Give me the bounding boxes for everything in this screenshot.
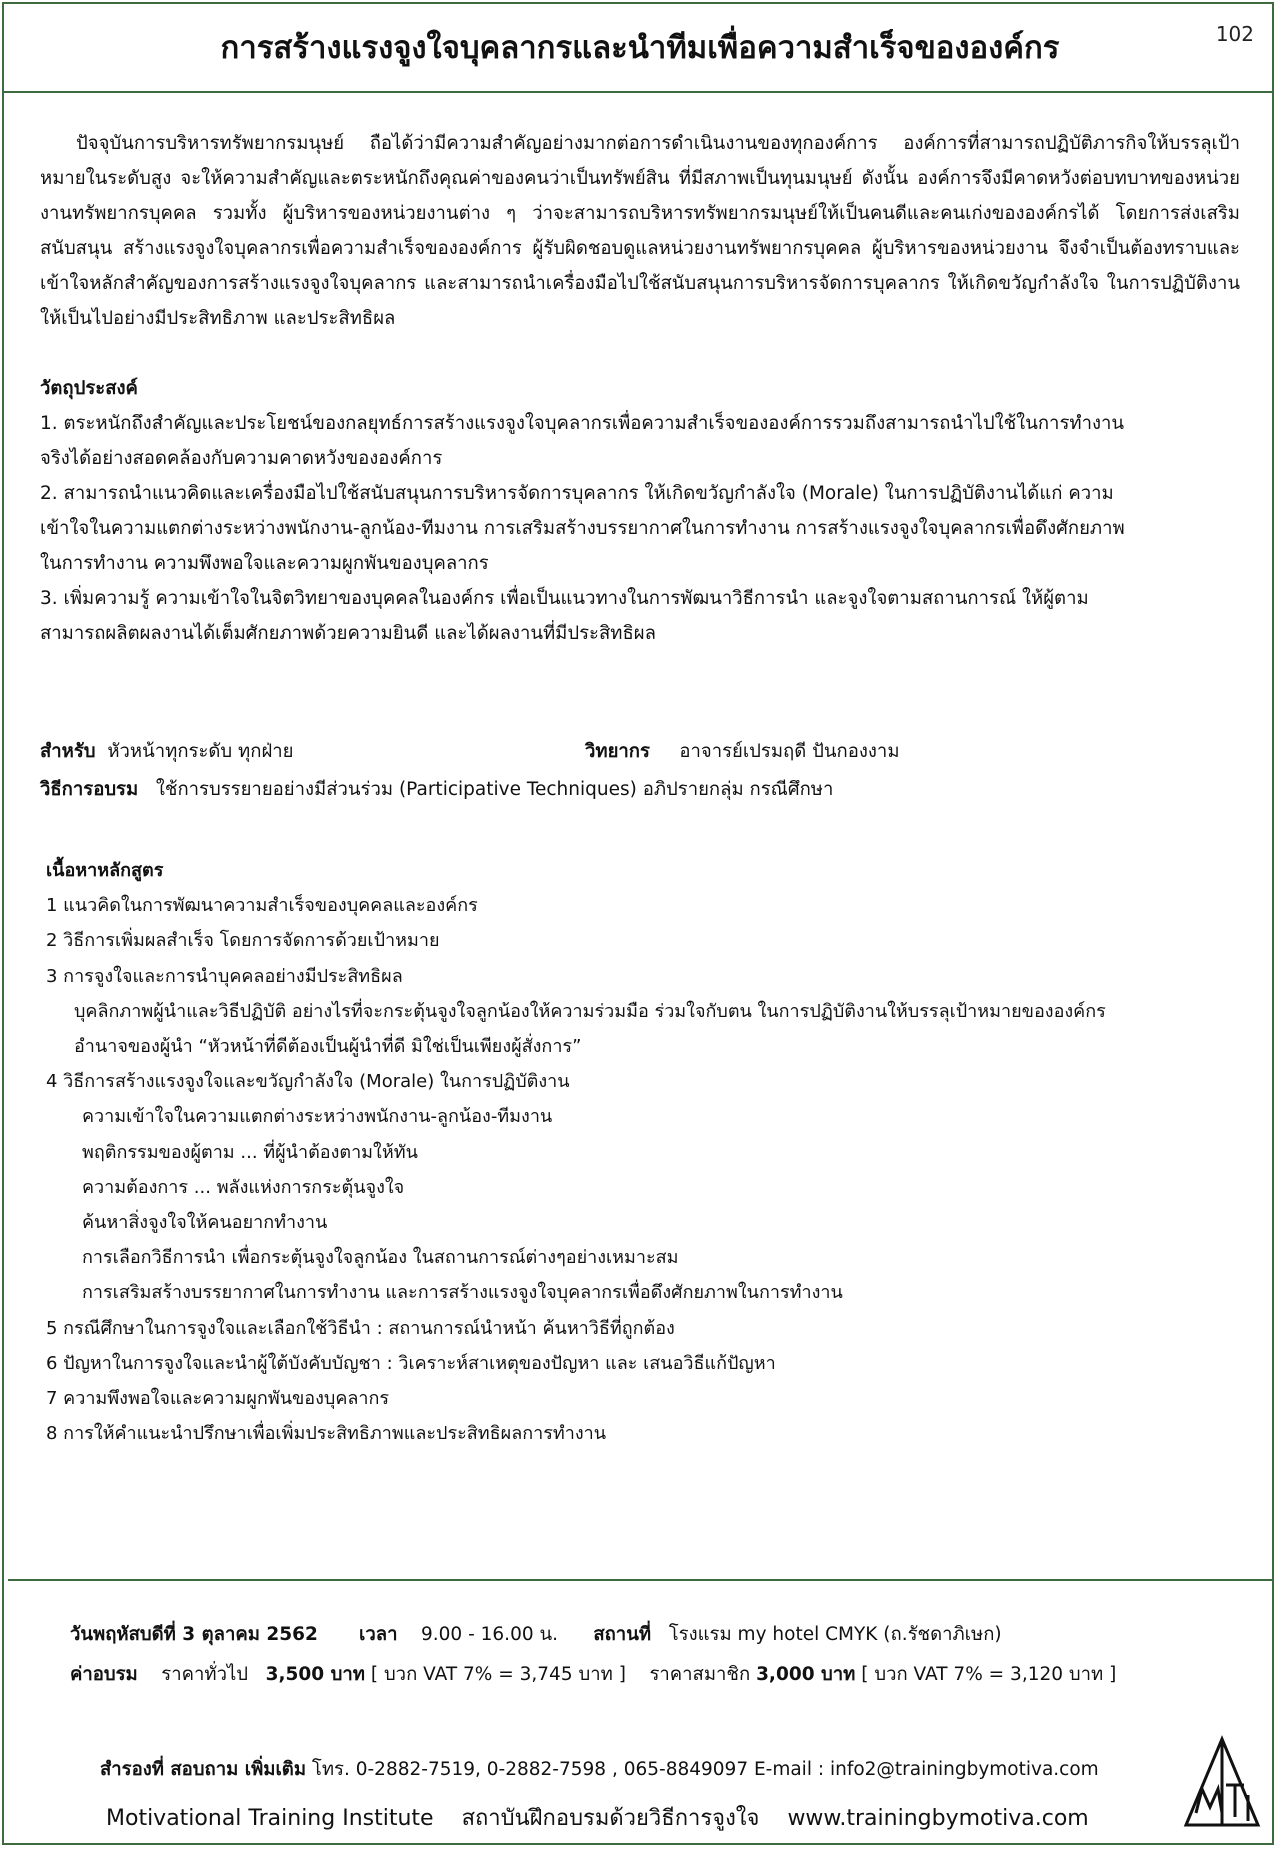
course-subitem: ค้นหาสิ่งจูงใจให้คนอยากทำงาน bbox=[82, 1212, 328, 1234]
contact-row bbox=[100, 1755, 1099, 1784]
venue-label: สถานที่ bbox=[593, 1624, 652, 1645]
speaker-label: วิทยากร bbox=[585, 741, 650, 762]
method-label: วิธีการอบรม bbox=[40, 779, 139, 800]
course-item: 6 ปัญหาในการจูงใจและนำผู้ใต้บังคับบัญชา : วิเคราะห์สาเหตุของปัญหา และ เสนอวิธีแก้ปัญหา bbox=[46, 1352, 776, 1374]
course-item: 7 ความพึงพอใจและความผูกพันของบุคลากร bbox=[46, 1388, 390, 1410]
course-item: 2 วิธีการเพิ่มผลสำเร็จ โดยการจัดการด้วยเป้าหมาย bbox=[46, 930, 440, 952]
course-subitem: ความเข้าใจในความแตกต่างระหว่างพนักงาน-ลูกน้อง-ทีมงาน bbox=[82, 1106, 553, 1128]
page-title: การสร้างแรงจูงใจบุคลากรและนำทีมเพื่อความสำเร็จขององค์กร bbox=[220, 30, 1060, 66]
objectives-heading: วัตถุประสงค์ bbox=[40, 378, 138, 399]
course-content-section bbox=[46, 853, 1276, 1451]
method-value: ใช้การบรรยายอย่างมีส่วนร่วม (Participative Techniques) อภิปรายกลุ่ม กรณีศึกษา bbox=[155, 779, 834, 800]
course-item: 3 การจูงใจและการนำบุคคลอย่างมีประสิทธิผล bbox=[46, 965, 403, 987]
course-item: 4 วิธีการสร้างแรงจูงใจและขวัญกำลังใจ (Morale) ในการปฏิบัติงาน bbox=[46, 1071, 570, 1093]
speaker-value: อาจารย์เปรมฤดี ปันกองงาม bbox=[679, 741, 900, 762]
course-subitem: การเสริมสร้างบรรยากาศในการทำงาน และการสร้างแรงจูงใจบุคลากรเพื่อดึงศักยภาพในการทำงาน bbox=[82, 1282, 843, 1304]
course-subitem: ความต้องการ ... พลังแห่งการกระตุ้นจูงใจ bbox=[82, 1176, 405, 1198]
objective-line: 1. ตระหนักถึงสำคัญและประโยชน์ของกลยุทธ์การสร้างแรงจูงใจบุคลากรเพื่อความสำเร็จขององค์การรวมถึงสามารถนำไปใช้ในการทำงาน bbox=[40, 413, 1125, 434]
method-row bbox=[40, 772, 833, 807]
member-price: 3,000 บาท bbox=[756, 1664, 856, 1685]
course-item: 1 แนวคิดในการพัฒนาความสำเร็จของบุคคลและองค์กร bbox=[46, 895, 478, 917]
fee-label: ค่าอบรม bbox=[70, 1664, 138, 1685]
website-link[interactable]: www.trainingbymotiva.com bbox=[787, 1806, 1089, 1831]
general-price-vat: [ บวก VAT 7% = 3,745 บาท ] bbox=[370, 1664, 626, 1685]
objective-line: 2. สามารถนำแนวคิดและเครื่องมือไปใช้สนับสนุนการบริหารจัดการบุคลากร ให้เกิดขวัญกำลังใจ (Morale) ในการปฏิบัติงานได้แก่ ความ bbox=[40, 483, 1114, 504]
for-label: สำหรับ bbox=[40, 741, 96, 762]
general-price-label: ราคาทั่วไป bbox=[161, 1664, 248, 1685]
mti-pyramid-logo-icon bbox=[1182, 1735, 1262, 1831]
for-value: หัวหน้าทุกระดับ ทุกฝ่าย bbox=[107, 741, 294, 762]
event-fee-row bbox=[70, 1655, 1116, 1695]
course-heading: เนื้อหาหลักสูตร bbox=[46, 860, 164, 881]
objective-line: เข้าใจในความแตกต่างระหว่างพนักงาน-ลูกน้อง-ทีมงาน การเสริมสร้างบรรยากาศในการทำงาน การสร้างแรงจูงใจบุคลากรเพื่อดึงศักยภาพ bbox=[40, 518, 1125, 539]
contact-label: สำรองที่ สอบถาม เพิ่มเติม bbox=[100, 1759, 307, 1780]
contact-value: โทร. 0-2882-7519, 0-2882-7598 , 065-8849097 E-mail : info2@trainingbymotiva.com bbox=[311, 1759, 1099, 1780]
intro-paragraph: ปัจจุบันการบริหารทรัพยากรมนุษย์ ถือได้ว่ามีความสำคัญอย่างมากต่อการดำเนินงานของทุกองค์การ องค์การที่สามารถปฏิบัติภารกิจให้บรรลุเป้าหมายในระดับสูง จะให้ความสำคัญและตระหนักถึงคุณค่าของคนว่าเป็นทรัพย์สิน ที่มีสภาพเป็นทุนมนุษย์ ดังนั้น องค์การจึงมีคาดหวังต่อบทบาทของหน่วยงานทรัพยากรบุคคล รวมทั้ง ผู้บริหารของหน่วยงานต่าง ๆ ว่าจะสามารถบริหารทรัพยากรมนุษย์ให้เป็นคนดีและคนเก่งขององค์กรได้ โดยการส่งเสริม สนับสนุน สร้างแรงจูงใจบุคลากรเพื่อความสำเร็จขององค์การ ผู้รับผิดชอบดูแลหน่วยงานทรัพยากรบุคคล ผู้บริหารของหน่วยงาน จึงจำเป็นต้องทราบและเข้าใจหลักสำคัญของการสร้างแรงจูงใจบุคลากร และสามารถนำเครื่องมือไปใช้สนับสนุนการบริหารจัดการบุคลากร ให้เกิดขวัญกำลังใจ ในการปฏิบัติงานให้เป็นไปอย่างมีประสิทธิภาพ และประสิทธิผล bbox=[40, 133, 1240, 329]
institute-row bbox=[106, 1800, 1089, 1835]
page-number: 102 bbox=[1215, 22, 1254, 46]
objective-line: สามารถผลิตผลงานได้เต็มศักยภาพด้วยความยินดี และได้ผลงานที่มีประสิทธิผล bbox=[40, 623, 656, 644]
course-subitem: การเลือกวิธีการนำ เพื่อกระตุ้นจูงใจลูกน้อง ในสถานการณ์ต่างๆอย่างเหมาะสม bbox=[82, 1247, 679, 1269]
time-label: เวลา bbox=[359, 1624, 398, 1645]
objectives-section bbox=[40, 371, 1250, 651]
header-divider bbox=[2, 91, 1274, 93]
footer-divider bbox=[8, 1579, 1274, 1581]
event-date: วันพฤหัสบดีที่ 3 ตุลาคม 2562 bbox=[70, 1624, 318, 1645]
audience-speaker-row bbox=[40, 734, 294, 769]
venue-value: โรงแรม my hotel CMYK (ถ.รัชดาภิเษก) bbox=[668, 1624, 1002, 1645]
course-subitem: บุคลิกภาพผู้นำและวิธีปฏิบัติ อย่างไรที่จะกระตุ้นจูงใจลูกน้องให้ความร่วมมือ ร่วมใจกับตน ในการปฏิบัติงานให้บรรลุเป้าหมายขององค์กร bbox=[74, 1000, 1106, 1022]
course-subitem: พฤติกรรมของผู้ตาม ... ที่ผู้นำต้องตามให้ทัน bbox=[82, 1141, 418, 1163]
objective-line: ในการทำงาน ความพึงพอใจและความผูกพันของบุคลากร bbox=[40, 553, 489, 574]
course-item: 8 การให้คำแนะนำปรึกษาเพื่อเพิ่มประสิทธิภาพและประสิทธิผลการทำงาน bbox=[46, 1423, 607, 1445]
course-subitem: อำนาจของผู้นำ “หัวหน้าที่ดีต้องเป็นผู้นำที่ดี มิใช่เป็นเพียงผู้สั่งการ” bbox=[74, 1036, 582, 1058]
course-item: 5 กรณีศึกษาในการจูงใจและเลือกใช้วิธีนำ : สถานการณ์นำหน้า ค้นหาวิธีที่ถูกต้อง bbox=[46, 1317, 675, 1339]
time-value: 9.00 - 16.00 น. bbox=[421, 1624, 559, 1645]
objective-line: จริงได้อย่างสอดคล้องกับความคาดหวังขององค์การ bbox=[40, 448, 443, 469]
speaker-row bbox=[585, 734, 900, 769]
general-price: 3,500 บาท bbox=[265, 1664, 365, 1685]
objective-line: 3. เพิ่มความรู้ ความเข้าใจในจิตวิทยาของบุคคลในองค์กร เพื่อเป็นแนวทางในการพัฒนาวิธีการนำ และจูงใจตามสถานการณ์ ให้ผู้ตาม bbox=[40, 588, 1089, 609]
event-schedule-row bbox=[70, 1615, 1002, 1655]
member-price-vat: [ บวก VAT 7% = 3,120 บาท ] bbox=[861, 1664, 1117, 1685]
institute-name-th: สถาบันฝึกอบรมด้วยวิธีการจูงใจ bbox=[461, 1806, 760, 1831]
member-price-label: ราคาสมาชิก bbox=[649, 1664, 751, 1685]
institute-name-en: Motivational Training Institute bbox=[106, 1806, 434, 1831]
